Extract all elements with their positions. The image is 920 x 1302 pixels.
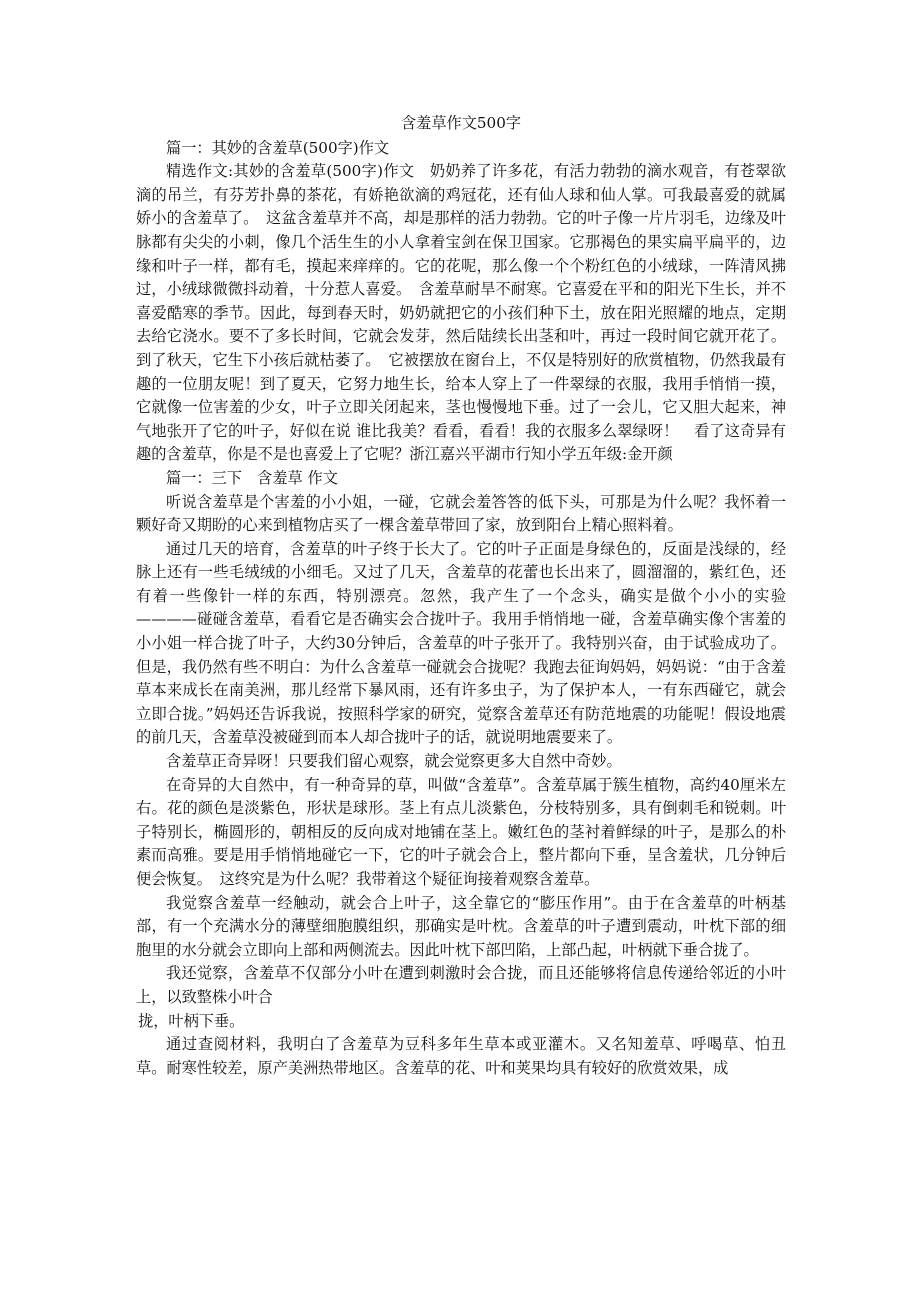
paragraph: 通过查阅材料，我明白了含羞草为豆科多年生草本或亚灌木。又名知羞草、呼喝草、怕丑草。耐寒性较差，原产美洲热带地区。含羞草的花、叶和荚果均具有较好的欣赏效果，成: [136, 1035, 786, 1077]
paragraph: 含羞草正奇异呀！只要我们留心观察，就会觉察更多大自然中奇妙。: [166, 752, 622, 771]
paragraph: 听说含羞草是个害羞的小小姐，一碰，它就会羞答答的低下头，可那是为什么呢？我怀着一颗好奇又期盼的心来到植物店买了一棵含羞草带回了家，放到阳台上精心照料着。: [136, 492, 786, 535]
paragraph: 我觉察含羞草一经触动，就会合上叶子，这全靠它的“膨压作用”。由于在含羞草的叶柄基部，有一个充满水分的薄壁细胞膜组织，那确实是叶枕。含羞草的叶子遭到震动，叶枕下部的细胞里的水分就会立即向上部和两侧流去。因此叶枕下部凹陷，上部凸起，叶柄就下垂合拢了。: [136, 893, 786, 959]
document-title: 含羞草作文500字: [400, 114, 522, 132]
paragraph: 我还觉察，含羞草不仅部分小叶在遭到刺激时会合拢，而且还能够将信息传递给邻近的小叶上，以致整株小叶合: [136, 964, 786, 1006]
paragraph: 在奇异的大自然中，有一种奇异的草，叫做“含羞草”。含羞草属于簇生植物，高约40厘米左右。花的颜色是淡紫色，形状是球形。茎上有点儿淡紫色，分枝特别多，具有倒刺毛和锐刺。叶子特别长，椭圆形的，朝相反的反向成对地铺在茎上。嫩红色的茎衬着鲜绿的叶子，是那么的朴素而高雅。要是用手悄悄地碰它一下，它的叶子就会合上，整片都向下垂，呈含羞状，几分钟后便会恢复。 这终究是为什么呢？我带着这个疑征询接着观察含羞草。: [136, 775, 786, 888]
section-heading-1: 篇一：其妙的含羞草(500字)作文: [166, 138, 390, 157]
document-page: [136, 112, 786, 1080]
paragraph: 通过几天的培育，含羞草的叶子终于长大了。它的叶子正面是身绿色的，反面是浅绿的，经脉上还有一些毛绒绒的小细毛。又过了几天，含羞草的花蕾也长出来了，圆溜溜的，紫红色，还有着一些像针一样的东西，特别漂亮。忽然，我产生了一个念头，确实是做个小小的实验————碰碰含羞草，看看它是否确实会合拢叶子。我用手悄悄地一碰，含羞草确实像个害羞的小小姐一样合拢了叶子，大约30分钟后，含羞草的叶子张开了。我特别兴奋，由于试验成功了。但是，我仍然有些不明白：为什么含羞草一碰就会合拢呢？我跑去征询妈妈，妈妈说：“由于含羞草本来成长在南美洲，那儿经常下暴风雨，还有许多虫子，为了保护本人，一有东西碰它，就会立即合拢。”妈妈还告诉我说，按照科学家的研究，觉察含羞草还有防范地震的功能呢！假设地震的前几天，含羞草没被碰到而本人却合拢叶子的话，就说明地震要来了。: [136, 539, 786, 747]
paragraph: 精选作文:其妙的含羞草(500字)作文 奶奶养了许多花，有活力勃勃的滴水观音，有苍翠欲滴的吊兰，有芬芳扑鼻的茶花，有娇艳欲滴的鸡冠花，还有仙人球和仙人掌。可我最喜爱的就属娇小的含羞草了。 这盆含羞草并不高，却是那样的活力勃勃。它的叶子像一片片羽毛，边缘及叶脉都有尖尖的小刺，像几个活生生的小人拿着宝剑在保卫国家。它那褐色的果实扁平扁平的，边缘和叶子一样，都有毛，摸起来痒痒的。它的花呢，那么像一个个粉红色的小绒球，一阵清风拂过，小绒球微微抖动着，十分惹人喜爱。 含羞草耐旱不耐寒。它喜爱在平和的阳光下生长，并不喜爱酷寒的季节。因此，每到春天时，奶奶就把它的小孩们种下土，放在阳光照耀的地点，定期去给它浇水。要不了多长时间，它就会发芽，然后陆续长出茎和叶，再过一段时间它就开花了。到了秋天，它生下小孩后就枯萎了。 它被摆放在窗台上，不仅是特别好的欣赏植物，仍然我最有趣的一位朋友呢！到了夏天，它努力地生长，给本人穿上了一件翠绿的衣服，我用手悄悄一摸，它就像一位害羞的少女，叶子立即关闭起来，茎也慢慢地下垂。过了一会儿，它又胆大起来，神气地张开了它的叶子，好似在说 谁比我美？看看，看看！我的衣服多么翠绿呀！ 看了这奇异有趣的含羞草，你是不是也喜爱上了它呢？浙江嘉兴平湖市行知小学五年级:金开颜: [136, 162, 786, 464]
paragraph-continuation: 拢，叶柄下垂。: [138, 1011, 245, 1030]
section-heading-2: 篇一：三下 含羞草 作文: [166, 468, 338, 487]
